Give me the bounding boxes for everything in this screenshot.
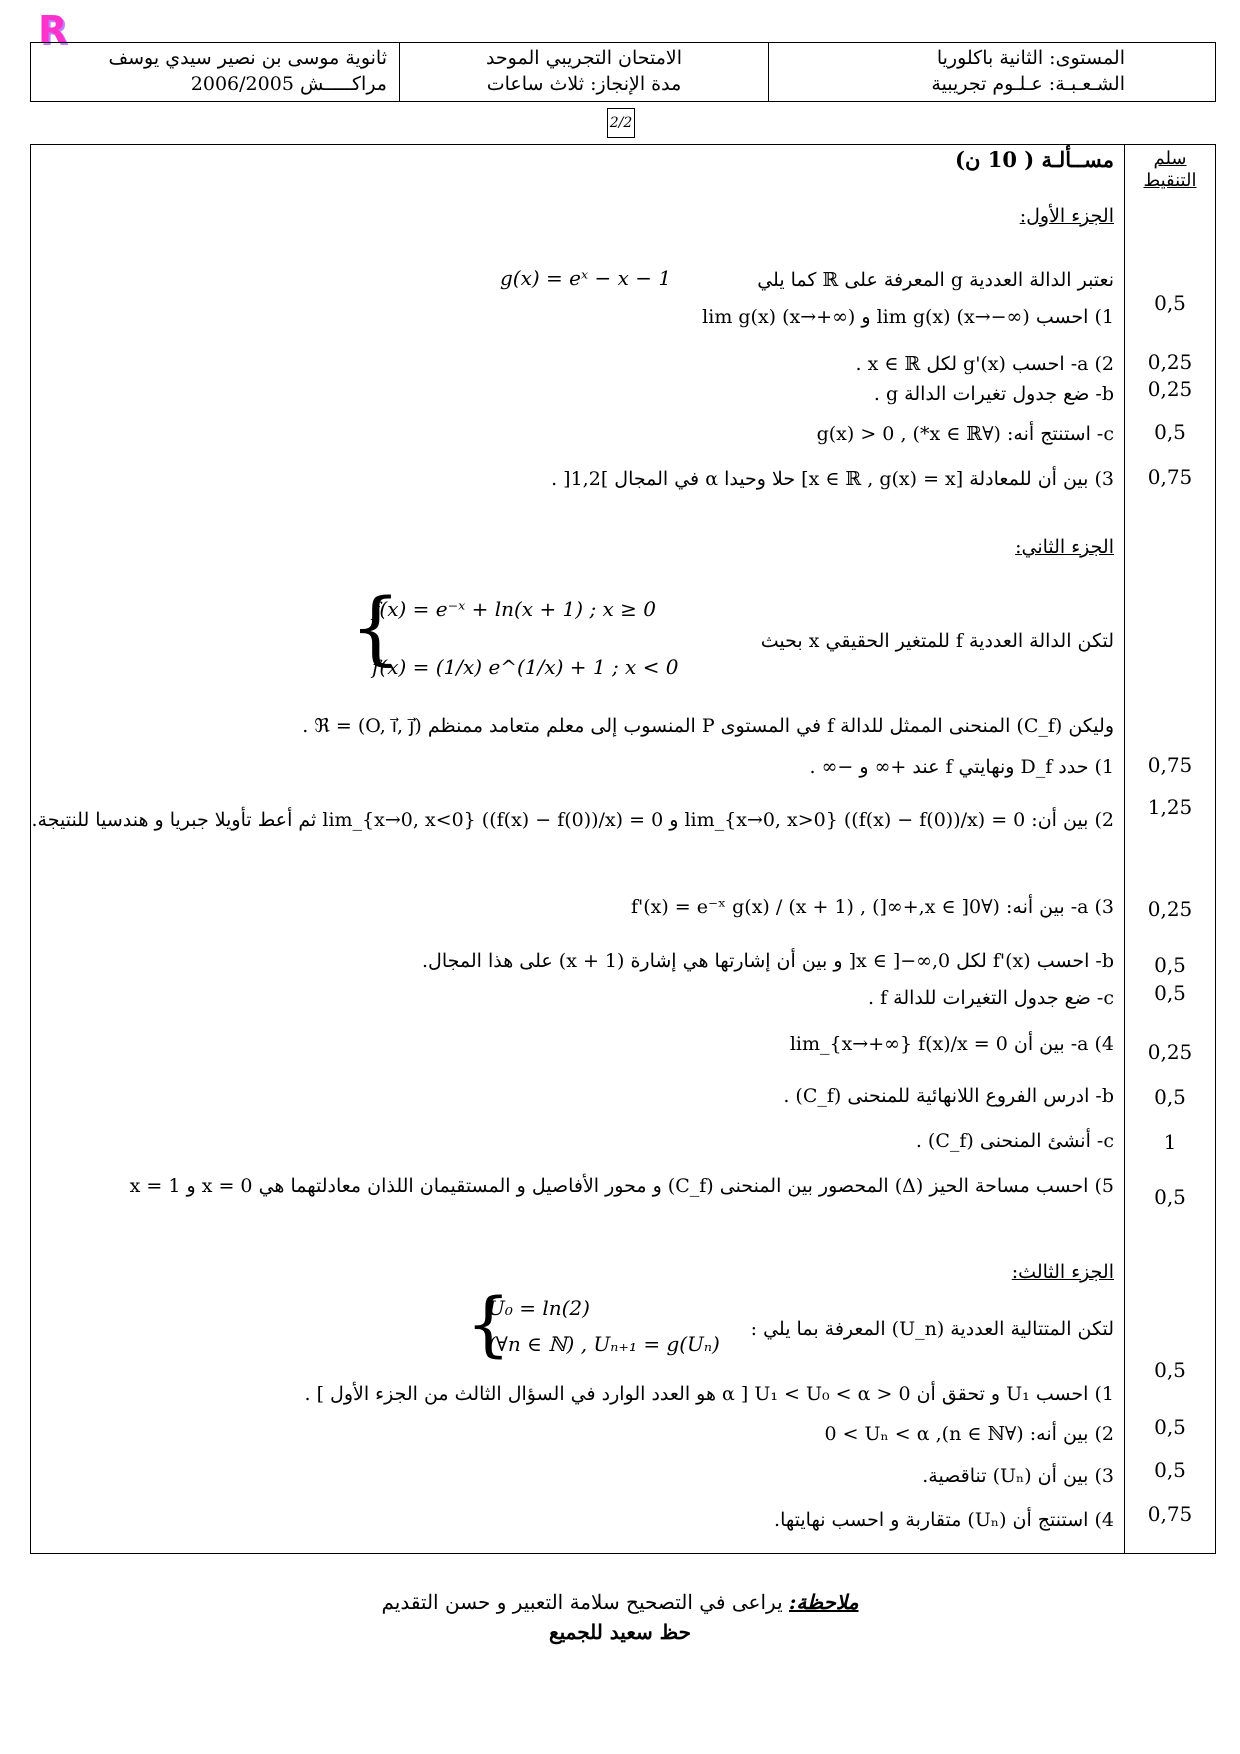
part3-intro: لتكن المتتالية العددية (U_n) المعرفة بما يلي : bbox=[750, 1318, 1114, 1340]
part3-def2: (∀n ∈ ℕ) , Uₙ₊₁ = g(Uₙ) bbox=[488, 1332, 720, 1356]
score-column-divider bbox=[1124, 144, 1125, 1554]
exam-title: الامتحان التجريبي الموحد bbox=[485, 47, 683, 69]
part1-q2c: c- استنتج أنه: (∀x ∈ ℝ*) , g(x) > 0 bbox=[816, 423, 1114, 445]
part2-q2: 2) بين أن: lim_{x→0, x>0} ((f(x) − f(0))/x) = 0 و lim_{x→0, x<0} ((f(x) − f(0))/x) = 0 ثم أعط تأويلا جبريا و هندسيا للنتيجة. bbox=[31, 809, 1114, 831]
school-city-year: مراكـــــش 2006/2005 bbox=[190, 73, 387, 95]
part1-q2a: 2) a- احسب g'(x) لكل x ∈ ℝ . bbox=[855, 353, 1114, 375]
part2-intro: لتكن الدالة العددية f للمتغير الحقيقي x بحيث bbox=[760, 630, 1114, 652]
school-name: ثانوية موسى بن نصير سيدي يوسف bbox=[108, 47, 387, 69]
score-p2q3a: 0,25 bbox=[1147, 897, 1193, 921]
score-p2q3b: 0,5 bbox=[1154, 953, 1186, 977]
part1-q2b: b- ضع جدول تغيرات الدالة g . bbox=[873, 383, 1114, 405]
score-p1q3: 0,75 bbox=[1147, 465, 1193, 489]
part2-q3a: 3) a- بين أنه: (∀x ∈ ]0,+∞[) , f'(x) = e⁻ˣ g(x) / (x + 1) bbox=[630, 896, 1114, 918]
part3-q1: 1) احسب U₁ و تحقق أن 0 < U₁ < U₀ < α [ α هو العدد الوارد في السؤال الثالث من الجزء الأول ] . bbox=[304, 1383, 1114, 1405]
part2-brace: { bbox=[350, 581, 401, 674]
footer-note bbox=[0, 1590, 1240, 1614]
footer-wish: حظ سعيد للجميع bbox=[548, 1620, 692, 1644]
logo: R bbox=[38, 8, 67, 52]
level-cell bbox=[769, 43, 1215, 101]
part2-q5: 5) احسب مساحة الحيز (Δ) المحصور بين المنحنى (C_f) و محور الأفاصيل و المستقيمان اللذان معادلتهما هي x = 0 و x = 1 bbox=[129, 1175, 1114, 1197]
part3-brace: { bbox=[466, 1283, 511, 1365]
score-p2q1: 0,75 bbox=[1147, 753, 1193, 777]
score-p2q4a: 0,25 bbox=[1147, 1040, 1193, 1064]
score-p2q4b: 0,5 bbox=[1154, 1085, 1186, 1109]
part2-curve-def: وليكن (C_f) المنحنى الممثل للدالة f في المستوى P المنسوب إلى معلم متعامد ممنظم ℜ = (O, i⃗, j⃗) . bbox=[302, 715, 1114, 737]
part3-q4: 4) استنتج أن (Uₙ) متقاربة و احسب نهايتها. bbox=[774, 1509, 1114, 1531]
part3-def1: U₀ = ln(2) bbox=[488, 1296, 590, 1320]
part2-q4b: b- ادرس الفروع اللانهائية للمنحنى (C_f) . bbox=[783, 1085, 1114, 1107]
note-label: ملاحظة: bbox=[789, 1590, 859, 1614]
part3-q3: 3) بين أن (Uₙ) تناقصية. bbox=[922, 1465, 1114, 1487]
score-p1q2c: 0,5 bbox=[1154, 420, 1186, 444]
part3-title: الجزء الثالث: bbox=[1011, 1261, 1114, 1283]
part2-title: الجزء الثاني: bbox=[1015, 536, 1114, 558]
part1-g-formula: g(x) = eˣ − x − 1 bbox=[500, 266, 672, 290]
problem-title: مســألـة ( 10 ن) bbox=[955, 147, 1114, 172]
score-p2q2: 1,25 bbox=[1147, 795, 1193, 819]
branch-text: الشـعـبـة: عـلـوم تجريبية bbox=[931, 73, 1125, 95]
school-cell bbox=[31, 43, 400, 101]
exam-cell bbox=[400, 43, 769, 101]
part2-q1: 1) حدد D_f ونهايتي f عند +∞ و −∞ . bbox=[809, 756, 1114, 778]
score-p2q5: 0,5 bbox=[1154, 1185, 1186, 1209]
score-p3q2: 0,5 bbox=[1154, 1415, 1186, 1439]
part1-q1: 1) احسب lim g(x) (x→−∞) و lim g(x) (x→+∞) bbox=[702, 306, 1114, 328]
page-number: 2/2 bbox=[607, 108, 635, 138]
exam-header bbox=[30, 42, 1216, 102]
score-p1q2b: 0,25 bbox=[1147, 377, 1193, 401]
score-p1q1: 0,5 bbox=[1154, 291, 1186, 315]
exam-duration: مدة الإنجاز: ثلاث ساعات bbox=[486, 73, 682, 95]
score-p2q3c: 0,5 bbox=[1154, 981, 1186, 1005]
part1-title: الجزء الأول: bbox=[1019, 205, 1114, 227]
level-text: المستوى: الثانية باكلوريا bbox=[936, 47, 1125, 69]
part2-q3c: c- ضع جدول التغيرات للدالة f . bbox=[867, 987, 1114, 1009]
score-p3q4: 0,75 bbox=[1147, 1502, 1193, 1526]
part1-q3: 3) بين أن للمعادلة [x ∈ ℝ , g(x) = x] حلا وحيدا α في المجال ]1,2[ . bbox=[551, 468, 1114, 490]
part1-intro: نعتبر الدالة العددية g المعرفة على ℝ كما يلي bbox=[757, 269, 1114, 291]
part3-q2: 2) بين أنه: (∀n ∈ ℕ), 0 < Uₙ < α bbox=[824, 1423, 1114, 1445]
part2-q3b: b- احسب f'(x) لكل x ∈ ]−∞,0[ و بين أن إشارتها هي إشارة (x + 1) على هذا المجال. bbox=[421, 950, 1114, 972]
score-p1q2a: 0,25 bbox=[1147, 350, 1193, 374]
score-column-title: سلم التنقيط bbox=[1143, 148, 1197, 191]
score-p3q1: 0,5 bbox=[1154, 1358, 1186, 1382]
part2-q4a: 4) a- بين أن lim_{x→+∞} f(x)/x = 0 bbox=[789, 1033, 1114, 1055]
part2-def1: f(x) = e⁻ˣ + ln(x + 1) ; x ≥ 0 bbox=[372, 597, 657, 621]
part2-def2: f(x) = (1/x) e^(1/x) + 1 ; x < 0 bbox=[372, 655, 679, 679]
note-text: يراعى في التصحيح سلامة التعبير و حسن التقديم bbox=[381, 1590, 783, 1614]
part2-q4c: c- أنشئ المنحنى (C_f) . bbox=[915, 1130, 1114, 1152]
score-p2q4c: 1 bbox=[1163, 1130, 1177, 1154]
score-p3q3: 0,5 bbox=[1154, 1458, 1186, 1482]
